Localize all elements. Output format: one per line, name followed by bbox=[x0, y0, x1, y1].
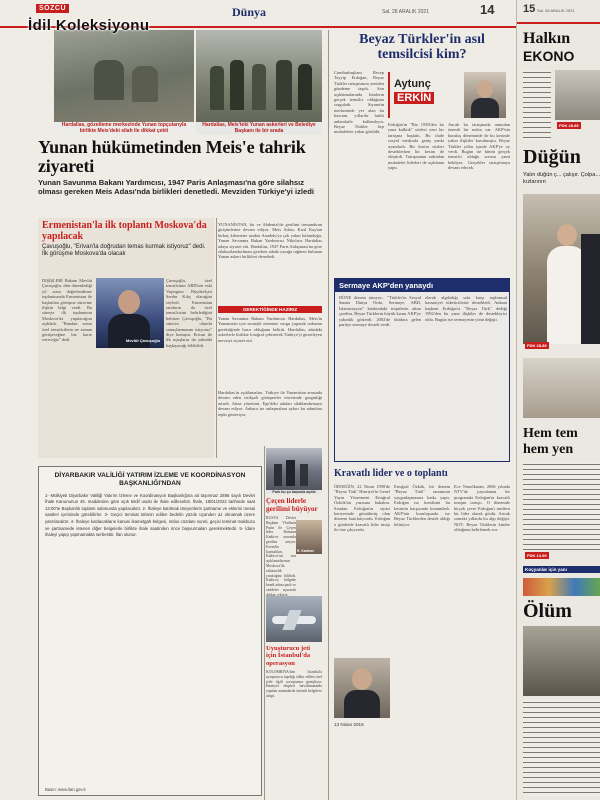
ilan-footer: Basın: www.ilan.gov.tr bbox=[45, 787, 86, 792]
right-headline-2: Düğün bbox=[523, 146, 581, 168]
opinion-col-c: Ancak bu tartışmada unutulan önemli bir nokta var. AKP'nin kuruluş döneminde de bu kesimle yakın ilişkiler kurulmuştu. Beyaz Türkler yıllar içinde AKP'ye oy verdi. Bugün ise kimin gerçek temsilci olduğu sorusu yanıt bekliyor. Gerçekler tartışılmaya devam edecek. bbox=[448, 122, 510, 171]
right-photo-5 bbox=[523, 626, 600, 696]
watermark-text: İdil Koleksiyonu bbox=[28, 17, 150, 34]
right-headline-1: Halkın bbox=[523, 30, 571, 47]
masthead-date: Sal. 28 ARALIK 2021 bbox=[382, 9, 429, 15]
istanbul-headline: Uyuşturucu jeti için İstanbul'da operasyon bbox=[266, 645, 311, 667]
photo-hardalias-soldiers bbox=[196, 30, 322, 134]
kravatli-date-line: 13 Nisan 2016 bbox=[334, 722, 364, 727]
author-first-name: Aytunç bbox=[394, 78, 431, 90]
cecen-body: RUSYA Devlet Başkanı Vladimir Putin ile Çeçen lider Ramzan Kadirov arasında gerilim artıyor. Kremlin kaynakları, Kadirov'un son açıklamalarının Moskova'da rahatsızlık yarattığını bildirdi. Kadirov, bölgede kendi adına park ve caddeler açtırarak dikkat çekiyor. bbox=[266, 516, 296, 596]
main-col-c: Hardalias'ın açıklamaları, Türkiye ile Yunanistan arasında devam eden istikşafi görüşmeler öncesinde gerginliği artırdı. Atina yönetimi, Ege'deki adaları silahlandırmaya devam ediyor. Ankara ise anlaşmalara aykırı bu adımlara tepki gösteriyor. bbox=[218, 390, 322, 417]
author-last-name: ERKİN bbox=[394, 92, 434, 104]
ilan-title: DİYARBAKIR VALİLİĞİ YATIRIM İZLEME VE KOORDİNASYON BAŞKANLIĞI'NDAN bbox=[54, 472, 246, 487]
newspaper-page-15 bbox=[516, 0, 600, 800]
right-photo-4 bbox=[523, 578, 600, 596]
page-15-date: Sal. 28 ARALIK 2021 bbox=[537, 8, 575, 13]
istanbul-body: KOLOMBİYA'dan İstanbul'a uyuşturucu taşıdığı iddia edilen özel jetle ilgili soruşturma genişliyor. Emniyet ekipleri havalimanında yapılan aramalarda önemli belgelere ulaştı. bbox=[266, 670, 322, 698]
photo-hardalias-observation bbox=[54, 30, 194, 134]
main-subhead: Yunan Savunma Bakanı Yardımcısı, 1947 Paris Anlaşması'na göre silahsız olması gereken Meis Adası'nda birlikleri denetledi. Mevziden Türkiye'yi izledi bbox=[38, 178, 314, 196]
right-headline-1b: EKONO bbox=[523, 48, 575, 64]
right-photo-3 bbox=[523, 358, 600, 418]
logo: SÖZCÜ bbox=[36, 4, 69, 13]
right-photo-1 bbox=[555, 70, 600, 120]
kravatli-col-c: Ece Temelkuran, 2006 yılında NTV'de yayınlanan bir programda Erdoğan'ın kravatlı imajını tartıştı. O dönemde birçok çevre Erdoğan'ı modern bir lider olarak gördü. Ancak sonraki yıllarda bu algı değişti. NOT: Beyaz Türklerin kimler olduğunu belirlemek zor. bbox=[454, 484, 510, 533]
photo-jet bbox=[266, 596, 322, 642]
right-headline-3b: hem yen bbox=[523, 442, 574, 457]
opinion-col-a: Cumhurbaşkanı Recep Tayyip Erdoğan, Beyaz Türkler tartışmasını yeniden gündeme taşıdı. Son açıklamalarında kimlerin gerçek temsilci olduğunu sorguladı. Siyasetin merkezinde yer alan bu kavram, yıllardır farklı anlamlarla kullanılıyor. Beyaz Türkler hep muhalefete yakın görüldü. bbox=[334, 70, 384, 135]
author-box bbox=[388, 72, 506, 118]
photo-label-kadirov: R. Kadirov bbox=[297, 549, 314, 553]
section-title: Dünya bbox=[232, 5, 267, 19]
photo-kadirov-park bbox=[266, 448, 322, 494]
ermenistan-col-a: DIŞİŞLERİ Bakanı Mevlüt Çavuşoğlu, dün düzenlediği yıl sonu değerlendirme toplantısında Ermenistan ile başlatılan görüşme sürecine ilişkin bilgi verdi. Bu süreçte ilk toplantının Moskova'da yapılacağını açıkladı. "Bundan sonra özel temsilcilerin ne zaman görüşeceğine biz karar vereceğiz" dedi. bbox=[42, 278, 92, 343]
right-headline-3: Hem tem bbox=[523, 426, 578, 441]
page-15-number: 15 bbox=[523, 3, 536, 15]
akp-box bbox=[334, 278, 510, 462]
kravatli-col-a: ÖRNEĞİN, 22 Nisan 1998'de "Beyaz Türk" Hürriyet'in Genel Yayın Yönetmeni Ertuğrul Özkök'ün yazısına bakalım. Sıradan Erdoğan'ın siyasi kariyerinde gömülmüş olan dönemi hatırlatıyordu. Erdoğan o günlerde kravatlı lider imajı ile öne çıkıyordu. bbox=[334, 484, 390, 533]
ermenistan-col-b: Çavuşoğlu, özel temsilcinin ABD'nin eski Vaşington Büyükelçisi Serdar Kılıç olacağını söyledi. Ermenistan tarafının da özel temsilcisini belirlediğini belirten Çavuşoğlu, "Bu sürecin olumlu sonuçlanmasını istiyoruz" diye konuştu. Erivan ile ilk uçuşların da yakında başlayacağı bildirildi. bbox=[166, 278, 212, 348]
akp-col-a: DÖNE dönem tutuyor... "Türkler'in Sosyal Sanatı Dünya Ordu, Sermaye, ABD, İslamizasyon" kitabındaki tespitlerin altını çizelim. Beyaz Türklerin büyük kısmı AKP'ye yakınlık gösterdi. 2002'de iktidara gelen partiye sermaye destek verdi. bbox=[339, 295, 421, 328]
photo-caption-park: Park bu şu başında açıldı bbox=[266, 490, 322, 494]
ilan-body: 1- Mülkiyeti Diyarbakır Valiliği Yatırım İzleme ve Koordinasyon Başkanlığına ait taşınmaz 2886 sayılı Devlet İhale Kanununun 45. maddesine göre açık teklif usulü ile ihale edilecektir. İhale, 18/01/2022 tarihinde saat 14:00'te Başkanlık toplantı salonunda yapılacaktır. 2- İhaleye katılmak isteyenlerin şartname ve eklerini mesai saatleri içerisinde görebilirler. 3- Geçici teminat tahmin edilen bedelin yüzde üçünden az olmamak üzere yatırılacaktır. 4- İhaleye katılacakların kanuni ikametgah belgesi, nüfus cüzdanı sureti, geçici teminat makbuzu ve şartnamede istenen diğer belgelerle birlikte ihale saatinden önce başvurmaları gerekmektedir. 5- İdare ihaleyi yapıp yapmamakta serbesttir. İlan olunur. bbox=[45, 492, 255, 538]
price-tag-1: PDK 28.89 bbox=[559, 123, 579, 128]
page-number: 14 bbox=[480, 2, 495, 17]
main-headline: Yunan hükümetinden Meis'e tahrik ziyareti bbox=[38, 137, 306, 176]
main-col-a: YUNANİSTAN, bir ve Ahdenizi'de gerilimi tırmandıran girişimlerine devam ediyor. Meis Adası, Kızıl Kaş'tan birkaç kilometre uzakta Anadolu'ya çok yakın bulunduğu, Yunan Savunma Bakan Yardımcısı Nikolaos Hardalias adaya ziyaret etti. Hardalias, 1947 Paris Anlaşması'na göre silahsızlandırılması gereken adada yasağa rağmen bulunan Yunan askeri birlikleri denetledi. bbox=[218, 222, 322, 260]
main-col-b: Yunan Savunma Bakanı Yardımcısı Hardalias, Meis'in Yunanistan için stratejik önemine vurgu yaparak ordunun gerektiğinde hazır olduğunu belirtti. Hardalias, adadaki askerlerle birlikte fotoğraf çektirerek Türkiye'yi gözetleyen mevziyi ziyaret etti. bbox=[218, 316, 322, 343]
photo-erdogan-kravat bbox=[334, 658, 390, 718]
ermenistan-quote: Çavuşoğlu, "Erivan'la doğrudan temas kurmak istiyoruz" dedi. İlk görüşme Moskova'da olacak bbox=[42, 244, 206, 258]
ermenistan-story bbox=[38, 218, 214, 458]
right-section-label: Koçyanlar için yanı bbox=[523, 566, 600, 573]
kravatli-col-b: Ertuğrul Özkök, bir dönem "Beyaz Türk" tanımının yaygınlaşmasına katkı yaptı. Erdoğan ise kendisini bu kesimin karşısında konumladı. AKP'nin kuruluşunda ise Beyaz Türklerden destek aldığı biliniyor. bbox=[394, 484, 450, 527]
photo-label-cavusoglu: Mevlüt Çavuşoğlu bbox=[126, 338, 161, 343]
cecen-headline: Çeçen liderle gerilimi büyüyor bbox=[266, 497, 318, 513]
right-sub-2: Yalın düğün ç... çalışır. Çolpa... kızlarının bbox=[523, 172, 600, 185]
main-subhead-2: GEREKTİĞİNDE HAZIRIZ bbox=[218, 306, 322, 313]
photo-caption-right: Hardalias, Meis'teki Yunan askerleri ve Belediye Başkanı ile bir arada bbox=[196, 122, 322, 134]
opinion-headline: Beyaz Türkler'in asıl temsilcisi kim? bbox=[359, 32, 485, 62]
author-photo bbox=[464, 72, 506, 118]
price-tag-2: PDK 28.89 bbox=[527, 343, 547, 348]
photo-kadirov bbox=[296, 520, 322, 554]
akp-col-b: olarak algıladığı sola karşı toplumsal hassasiyet tüketicilerini destekledi. Ankara başkent Erdoğan'a "Beyaz Türk" dediği 1992'den bu yana ilişkiler de destekleyici oldu. Bugün ise sermayenin yönü değişti. bbox=[425, 295, 507, 322]
kravatli-headline: Kravatlı lider ve o toplantı bbox=[334, 468, 448, 479]
opinion-col-b: Erdoğan'ın "Biz 1938'den bu yana kalktık" sözleri yeni bir tartışma başlattı. Bu ifade sosyal medyada geniş yankı uyandırdı. Bir kesim sözleri desteklerken bir kesim de eleştirdi. Tartışmanın ardından muhalefet liderleri de açıklama yaptı. bbox=[388, 122, 444, 171]
price-tag-3: PDK 13.99 bbox=[527, 553, 547, 558]
right-photo-wedding bbox=[523, 194, 600, 344]
ermenistan-headline: Ermenistan'la ilk toplantı Moskova'da yapılacak bbox=[42, 220, 207, 242]
ilan-box bbox=[38, 466, 262, 796]
akp-box-header: Sermaye AKP'den yanaydı bbox=[335, 279, 509, 292]
right-headline-4: Ölüm bbox=[523, 600, 572, 622]
photo-cavusoglu bbox=[96, 278, 164, 348]
photo-caption-left: Hardalias, gözetleme merkezinde Yunan topçularıyla birlikte Meis'deki silah ile dikkat çekti bbox=[54, 122, 194, 134]
